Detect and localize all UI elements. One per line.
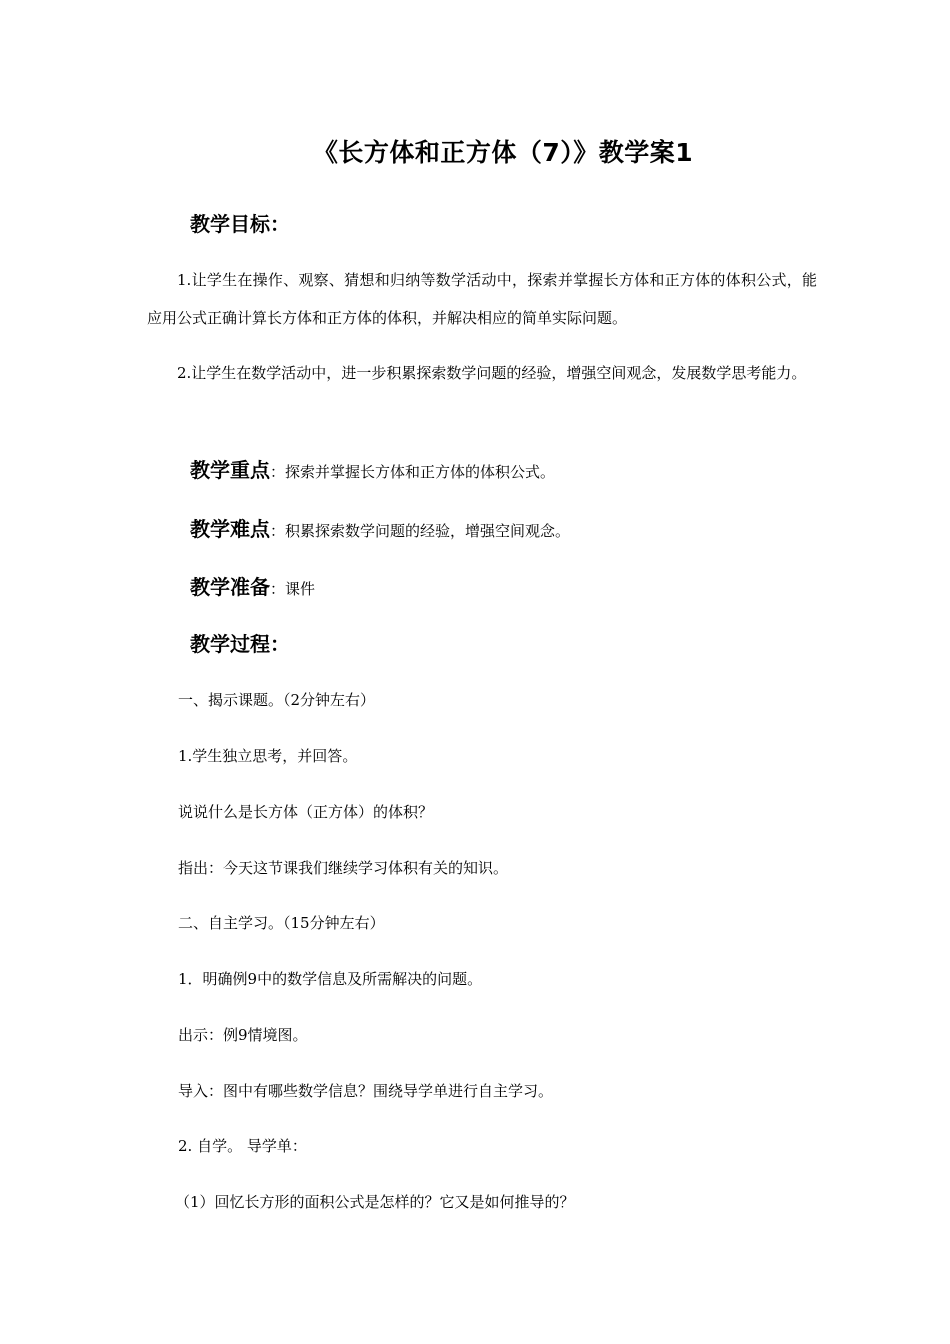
objective-paragraph-2: 2.让学生在数学活动中，进一步积累探索数学问题的经验，增强空间观念，发展数学思考能力。 [177,364,807,382]
difficulty-label: 教学难点 [190,517,270,541]
process-line: 1.学生独立思考，并回答。 [178,747,358,765]
document-title [0,133,950,169]
preparation-value: ：课件 [270,580,316,598]
process-line: 二、自主学习。（15分钟左右） [178,914,385,932]
process-line: （1）回忆长方形的面积公式是怎样的？它又是如何推导的？ [175,1193,575,1211]
process-line: 说说什么是长方体（正方体）的体积？ [178,803,434,821]
key-point-label: 教学重点 [190,458,270,482]
objective-paragraph-1: 1.让学生在操作、观察、猜想和归纳等数学活动中，探索并掌握长方体和正方体的体积公式，能应用公式正确计算长方体和正方体的体积，并解决相应的简单实际问题。 [147,271,817,327]
process-line: 一、揭示课题。（2分钟左右） [178,691,376,709]
process-line: 2. 自学。 导学单： [178,1137,307,1155]
process-line: 导入：图中有哪些数学信息？围绕导学单进行自主学习。 [178,1082,554,1100]
difficulty-value: ：积累探索数学问题的经验，增强空间观念。 [270,522,571,540]
process-line: 指出：今天这节课我们继续学习体积有关的知识。 [178,859,509,877]
process-line: 出示：例9情境图。 [178,1026,308,1044]
preparation-label: 教学准备 [190,575,270,599]
difficulty-row [190,513,570,542]
process-line: 1．明确例9中的数学信息及所需解决的问题。 [178,970,483,988]
key-point-value: ：探索并掌握长方体和正方体的体积公式。 [270,463,556,481]
document-title-text: 《长方体和正方体（7）》教学案1 [312,138,694,167]
process-heading: 教学过程： [190,632,290,656]
key-point-row [190,454,555,483]
objectives-heading: 教学目标： [190,212,290,236]
preparation-row [190,571,315,600]
